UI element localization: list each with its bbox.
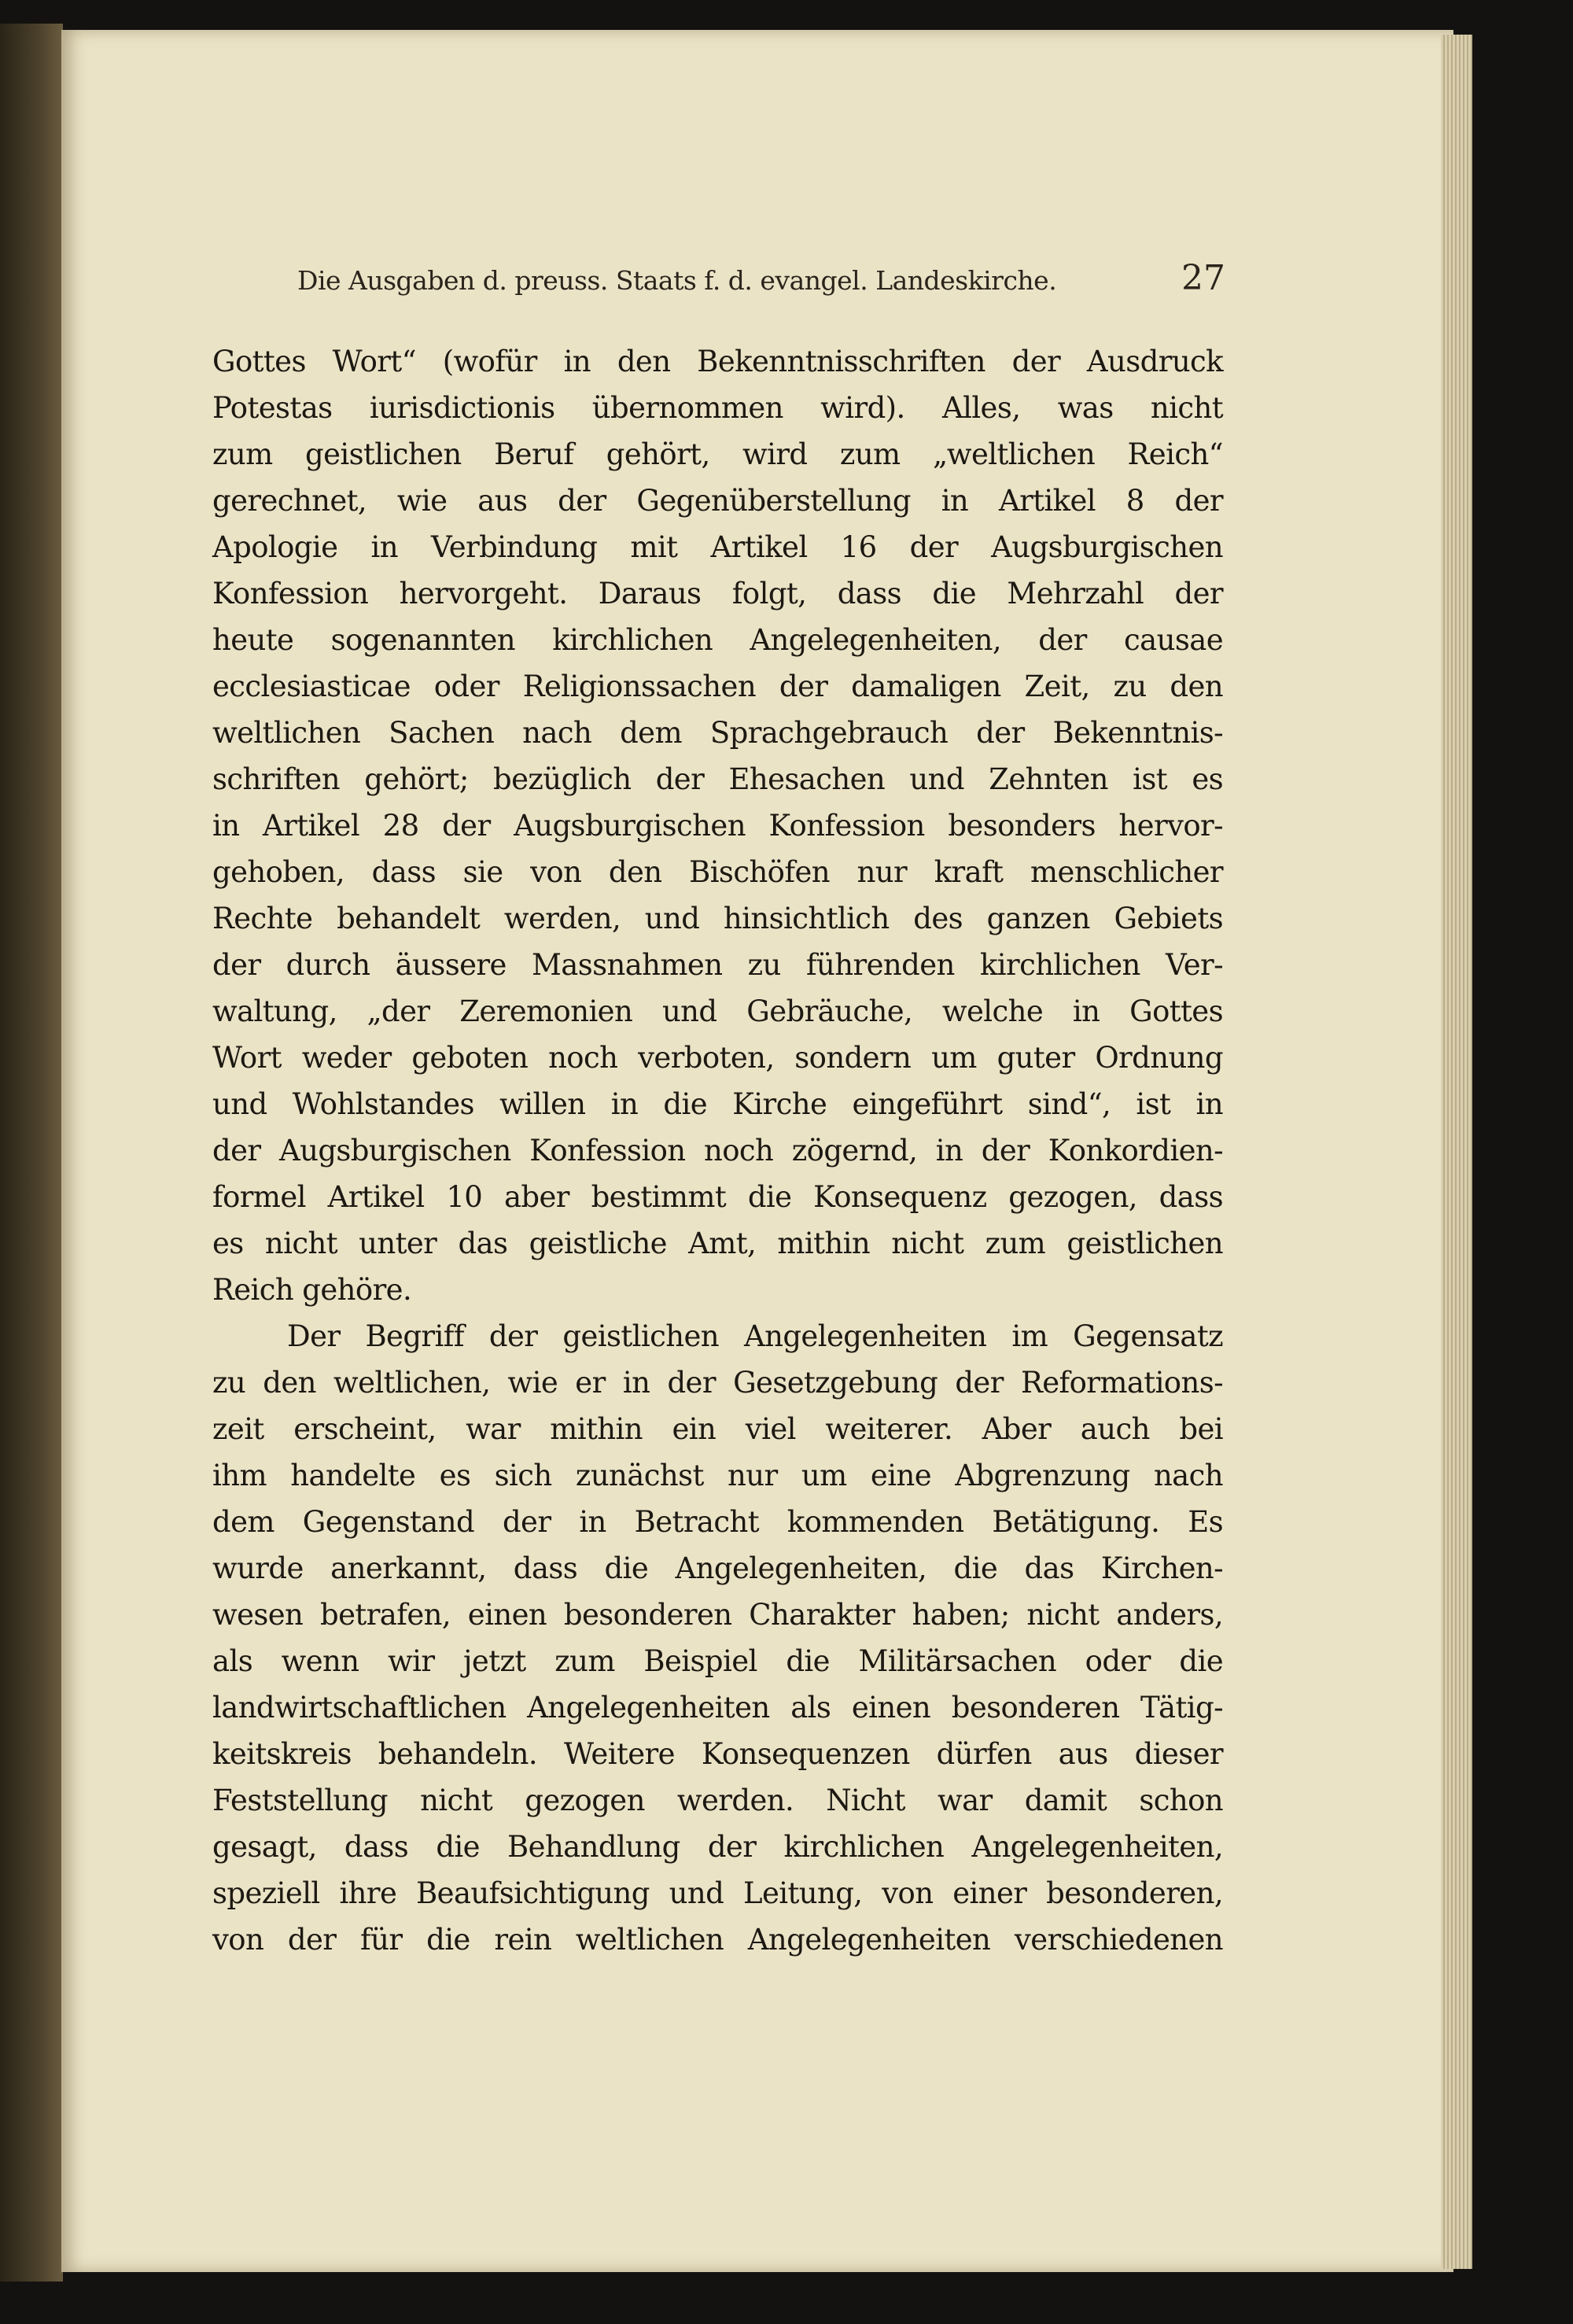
text-line: gerechnet, wie aus der Gegenüberstellung in Artikel 8 der — [212, 484, 1223, 518]
text-line: Reich gehöre. — [212, 1273, 412, 1307]
text-line: Rechte behandelt werden, und hinsichtlich des ganzen Gebiets — [212, 902, 1223, 935]
text-line: landwirtschaftlichen Angelegenheiten als einen besonderen Tätig- — [212, 1691, 1223, 1725]
text-line: Konfession hervorgeht. Daraus folgt, dass die Mehrzahl der — [212, 577, 1223, 611]
text-line: speziell ihre Beaufsichtigung und Leitung, von einer besonderen, — [212, 1876, 1223, 1910]
text-line: und Wohlstandes willen in die Kirche eingeführt sind“, ist in — [212, 1087, 1223, 1121]
text-line: der Augsburgischen Konfession noch zögernd, in der Konkordien- — [212, 1134, 1223, 1168]
text-line: formel Artikel 10 aber bestimmt die Konsequenz gezogen, dass — [212, 1180, 1223, 1214]
text-line: als wenn wir jetzt zum Beispiel die Militärsachen oder die — [212, 1644, 1223, 1678]
text-line: ihm handelte es sich zunächst nur um eine Abgrenzung nach — [212, 1459, 1223, 1492]
text-line: Der Begriff der geistlichen Angelegenheiten im Gegensatz — [287, 1319, 1223, 1353]
text-line: wesen betrafen, einen besonderen Charakter haben; nicht anders, — [212, 1598, 1223, 1632]
text-line: Gottes Wort“ (wofür in den Bekenntnisschriften der Ausdruck — [212, 345, 1223, 378]
text-line: zeit erscheint, war mithin ein viel weiterer. Aber auch bei — [212, 1412, 1223, 1446]
text-line: waltung, „der Zeremonien und Gebräuche, welche in Gottes — [212, 994, 1223, 1028]
page-edges — [1441, 35, 1472, 2269]
text-line: schriften gehört; bezüglich der Ehesachen und Zehnten ist es — [212, 762, 1223, 796]
body-text — [212, 338, 1223, 1963]
text-line: heute sogenannten kirchlichen Angelegenheiten, der causae — [212, 623, 1223, 657]
text-line: wurde anerkannt, dass die Angelegenheiten, die das Kirchen- — [212, 1551, 1223, 1585]
page-number: 27 — [1181, 258, 1225, 298]
text-line: Feststellung nicht gezogen werden. Nicht war damit schon — [212, 1784, 1223, 1817]
running-title: Die Ausgaben d. preuss. Staats f. d. evangel. Landeskirche. — [297, 265, 1057, 296]
book-spine — [0, 24, 63, 2282]
text-line: von der für die rein weltlichen Angelegenheiten verschiedenen — [212, 1923, 1223, 1957]
text-line: gesagt, dass die Behandlung der kirchlichen Angelegenheiten, — [212, 1830, 1223, 1864]
text-line: zu den weltlichen, wie er in der Gesetzgebung der Reformations- — [212, 1366, 1223, 1400]
text-line: Potestas iurisdictionis übernommen wird). Alles, was nicht — [212, 391, 1223, 425]
text-line: Wort weder geboten noch verboten, sondern um guter Ordnung — [212, 1041, 1223, 1075]
text-line: es nicht unter das geistliche Amt, mithin nicht zum geistlichen — [212, 1227, 1223, 1260]
running-header — [297, 258, 1225, 298]
text-line: zum geistlichen Beruf gehört, wird zum „weltlichen Reich“ — [212, 437, 1223, 471]
text-line: dem Gegenstand der in Betracht kommenden Betätigung. Es — [212, 1505, 1223, 1539]
text-line: keitskreis behandeln. Weitere Konsequenzen dürfen aus dieser — [212, 1737, 1223, 1771]
text-line: gehoben, dass sie von den Bischöfen nur kraft menschlicher — [212, 855, 1223, 889]
text-line: Apologie in Verbindung mit Artikel 16 der Augsburgischen — [212, 530, 1223, 564]
text-line: weltlichen Sachen nach dem Sprachgebrauch der Bekenntnis- — [212, 716, 1223, 750]
text-line: in Artikel 28 der Augsburgischen Konfession besonders hervor- — [212, 809, 1223, 843]
text-line: ecclesiasticae oder Religionssachen der damaligen Zeit, zu den — [212, 670, 1223, 703]
text-line: der durch äussere Massnahmen zu führenden kirchlichen Ver- — [212, 948, 1223, 982]
